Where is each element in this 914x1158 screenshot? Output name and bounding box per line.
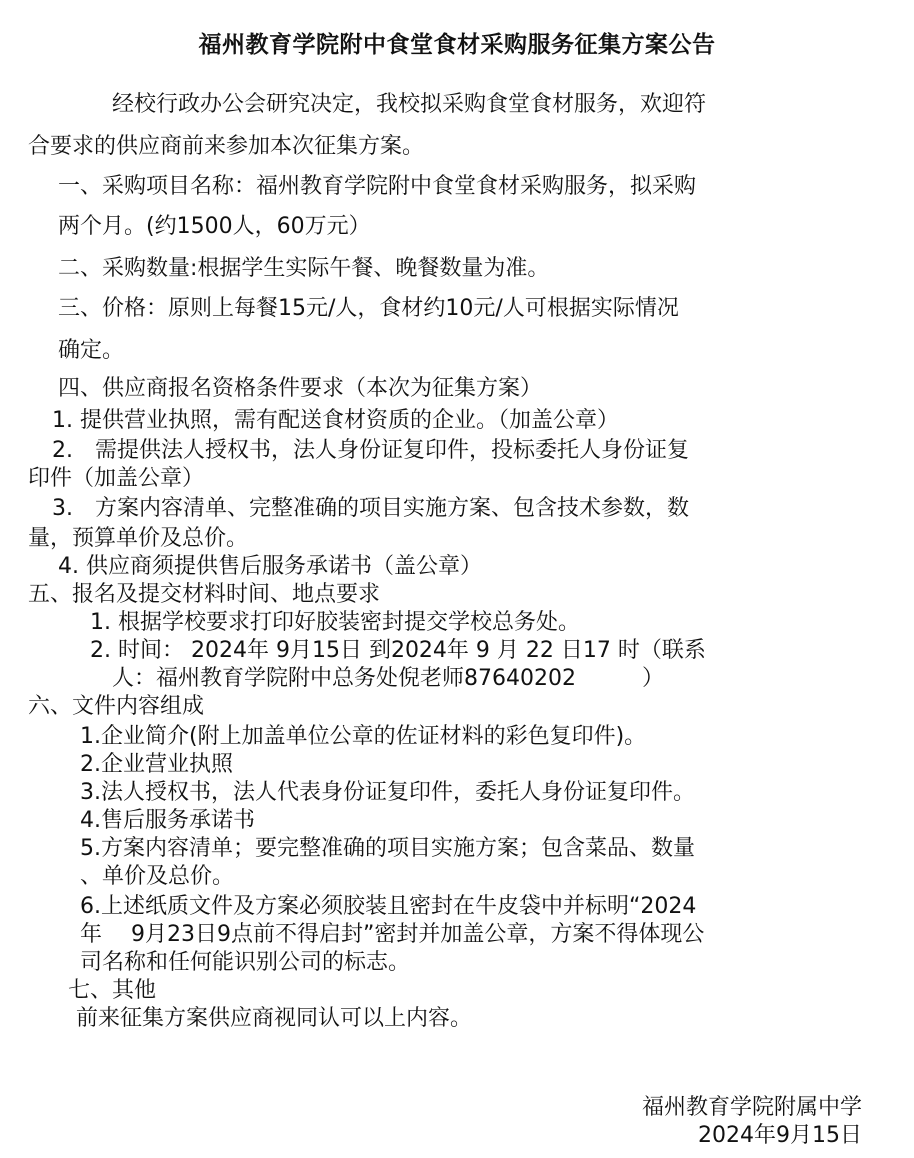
list-item: 3.法人授权书，法人代表身份证复印件，委托人身份证复印件。	[80, 780, 695, 805]
list-item: 司名称和任何能识别公司的标志。	[80, 950, 411, 975]
paragraph-line: 二、采购数量:根据学生实际午餐、晚餐数量为准。	[58, 256, 550, 281]
list-item: 人：福州教育学院附中总务处倪老师87640202 ）	[112, 666, 664, 691]
list-item: 2. 时间： 2024年 9月15日 到2024年 9 月 22 日17 时（联系	[90, 638, 706, 663]
list-item: 5.方案内容清单；要完整准确的项目实施方案；包含菜品、数量	[80, 836, 695, 861]
list-item: 2.企业营业执照	[80, 752, 233, 777]
list-item: 年 9月23日9点前不得启封”密封并加盖公章，方案不得体现公	[80, 922, 705, 947]
paragraph-line: 合要求的供应商前来参加本次征集方案。	[28, 134, 425, 159]
list-item: 印件（加盖公章）	[28, 466, 205, 491]
list-item: 1.企业简介(附上加盖单位公章的佐证材料的彩色复印件)。	[80, 724, 647, 749]
section-heading: 六、文件内容组成	[28, 694, 205, 719]
list-item: 1. 根据学校要求打印好胶装密封提交学校总务处。	[90, 610, 580, 635]
paragraph-line: 经校行政办公会研究决定，我校拟采购食堂食材服务，欢迎符	[112, 92, 707, 117]
paragraph-line: 确定。	[58, 338, 125, 363]
paragraph-line: 一、采购项目名称：福州教育学院附中食堂食材采购服务，拟采购	[58, 174, 697, 199]
list-item: 量，预算单价及总价。	[28, 526, 249, 551]
signature-date: 2024年9月15日	[698, 1123, 862, 1148]
signature-organization: 福州教育学院附属中学	[641, 1095, 862, 1120]
list-item: 、单价及总价。	[80, 864, 235, 889]
list-item: 4. 供应商须提供售后服务承诺书（盖公章）	[58, 554, 482, 579]
section-heading: 七、其他	[68, 978, 157, 1003]
document-title: 福州教育学院附中食堂食材采购服务征集方案公告	[198, 32, 716, 58]
list-item: 6.上述纸质文件及方案必须胶装且密封在牛皮袋中并标明“2024	[80, 894, 697, 919]
paragraph-line: 前来征集方案供应商视同认可以上内容。	[76, 1006, 473, 1031]
list-item: 4.售后服务承诺书	[80, 808, 255, 833]
paragraph-line: 三、价格：原则上每餐15元/人，食材约10元/人可根据实际情况	[58, 296, 679, 321]
section-heading: 五、报名及提交材料时间、地点要求	[28, 582, 381, 607]
paragraph-line: 两个月。(约1500人，60万元）	[58, 214, 371, 239]
list-item: 2. 需提供法人授权书，法人身份证复印件，投标委托人身份证复	[52, 438, 689, 463]
list-item: 1. 提供营业执照，需有配送食材资质的企业。（加盖公章）	[52, 408, 619, 433]
list-item: 3. 方案内容清单、完整准确的项目实施方案、包含技术参数，数	[52, 496, 689, 521]
section-heading: 四、供应商报名资格条件要求（本次为征集方案）	[58, 376, 543, 401]
